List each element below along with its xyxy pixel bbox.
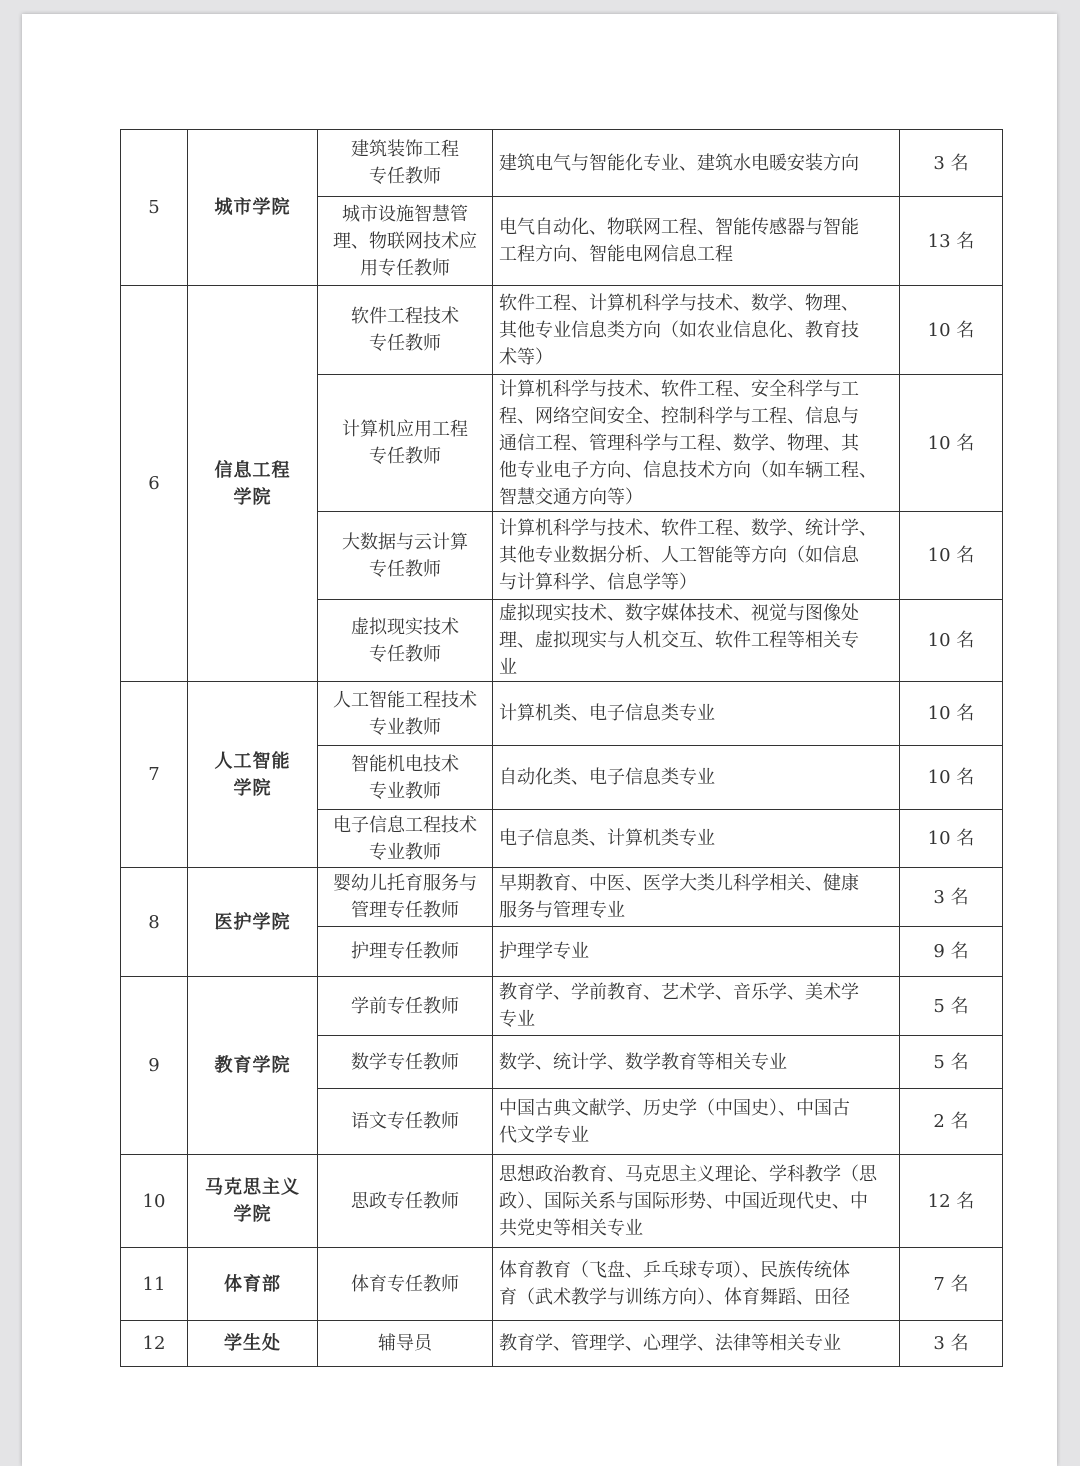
major-requirement: 工程方向、智能电网信息工程 [499,244,733,265]
position-title: 管理专任教师 [351,900,459,921]
headcount-cell: 10 名 [900,810,1003,868]
major-requirement: 软件工程、计算机科学与技术、数学、物理、 [499,292,859,314]
major-requirement: 计算机科学与技术、软件工程、数学、统计学、 [499,518,877,539]
major-requirement: 数学、统计学、数学教育等相关专业 [499,1051,787,1073]
major-requirement-cell [493,286,900,375]
major-requirement: 教育学、管理学、心理学、法律等相关专业 [499,1333,841,1354]
position-cell [318,512,493,600]
major-requirement: 自动化类、电子信息类专业 [499,767,715,788]
position-title: 城市设施智慧管 [342,203,468,225]
table-row [121,682,1003,746]
department-name: 马克思主义 [205,1177,300,1198]
major-requirement-cell [493,130,900,197]
document-page [22,14,1057,1466]
position-title: 用专任教师 [360,257,450,279]
major-requirement: 其他专业信息类方向（如农业信息化、教育技 [499,319,859,341]
major-requirement: 智慧交通方向等） [499,486,643,508]
department-cell [188,1155,318,1248]
major-requirement: 教育学、学前教育、艺术学、音乐学、美术学 [499,982,859,1003]
major-requirement-cell [493,197,900,286]
position-title: 专业教师 [369,780,441,802]
table-row [121,286,1003,375]
position-title: 婴幼儿托育服务与 [333,873,477,894]
position-cell [318,600,493,682]
position-title: 软件工程技术 [351,306,459,327]
position-cell [318,682,493,746]
major-requirement: 术等） [499,346,553,368]
major-requirement: 计算机科学与技术、软件工程、安全科学与工 [499,378,859,400]
major-requirement-cell [493,512,900,600]
position-cell [318,130,493,197]
major-requirement: 计算机类、电子信息类专业 [499,703,715,724]
position-title: 专任教师 [369,166,441,187]
table-row [121,977,1003,1036]
department-cell [188,977,318,1155]
position-title: 理、物联网技术应 [333,230,477,252]
headcount-cell: 9 名 [900,927,1003,977]
department-name: 体育部 [224,1273,281,1295]
department-name: 教育学院 [214,1055,291,1076]
position-cell [318,1089,493,1155]
department-cell [188,1321,318,1367]
row-number: 12 [121,1321,188,1367]
major-requirement: 通信工程、管理科学与工程、数学、物理、其 [499,432,859,454]
department-cell [188,868,318,977]
major-requirement: 代文学专业 [499,1124,589,1146]
major-requirement: 护理学专业 [499,941,589,962]
position-title: 体育专任教师 [351,1273,459,1295]
department-cell [188,1248,318,1321]
headcount-cell: 10 名 [900,512,1003,600]
department-cell [188,130,318,286]
position-title: 思政专任教师 [351,1190,459,1212]
headcount-cell: 10 名 [900,375,1003,512]
position-title: 大数据与云计算 [342,531,468,553]
position-cell [318,746,493,810]
position-title: 人工智能工程技术 [333,689,477,711]
position-title: 学前专任教师 [351,995,459,1017]
headcount-cell: 13 名 [900,197,1003,286]
major-requirement: 共党史等相关专业 [499,1217,643,1239]
department-name: 学院 [233,1204,272,1225]
position-cell [318,1248,493,1321]
major-requirement-cell [493,810,900,868]
position-title: 电子信息工程技术 [333,814,477,836]
position-cell [318,1036,493,1089]
headcount-cell: 3 名 [900,1321,1003,1367]
row-number: 8 [121,868,188,977]
department-name: 医护学院 [214,911,291,933]
major-requirement-cell [493,1036,900,1089]
table-row [121,1248,1003,1321]
department-name: 学院 [233,486,272,508]
position-cell [318,927,493,977]
headcount-cell: 2 名 [900,1089,1003,1155]
major-requirement: 业 [499,657,517,678]
table-row [121,868,1003,927]
recruitment-table [120,129,1003,1367]
headcount-cell: 3 名 [900,130,1003,197]
position-cell [318,1155,493,1248]
major-requirement-cell [493,1155,900,1248]
position-cell [318,375,493,512]
table-row [121,1321,1003,1367]
row-number: 7 [121,682,188,868]
major-requirement-cell [493,1089,900,1155]
position-title: 专任教师 [369,446,441,467]
major-requirement-cell [493,682,900,746]
position-cell [318,810,493,868]
headcount-cell: 5 名 [900,1036,1003,1089]
headcount-cell: 10 名 [900,286,1003,375]
major-requirement-cell [493,868,900,927]
department-cell [188,286,318,682]
major-requirement: 理、虚拟现实与人机交互、软件工程等相关专 [499,630,859,651]
department-name: 学院 [233,777,272,799]
major-requirement: 中国古典文献学、历史学（中国史）、中国古 [499,1097,850,1119]
position-cell [318,977,493,1036]
row-number: 11 [121,1248,188,1321]
headcount-cell: 3 名 [900,868,1003,927]
major-requirement: 与计算科学、信息学等） [499,572,697,593]
position-title: 虚拟现实技术 [351,616,459,638]
headcount-cell: 10 名 [900,600,1003,682]
row-number: 5 [121,130,188,286]
position-title: 数学专任教师 [351,1051,459,1073]
department-name: 信息工程 [214,459,291,481]
row-number: 9 [121,977,188,1155]
headcount-cell: 10 名 [900,746,1003,810]
table-row [121,130,1003,197]
major-requirement-cell [493,1248,900,1321]
major-requirement-cell [493,600,900,682]
major-requirement: 其他专业数据分析、人工智能等方向（如信息 [499,545,859,566]
major-requirement: 早期教育、中医、医学大类儿科学相关、健康 [499,873,859,894]
department-name: 人工智能 [214,750,291,772]
position-title: 智能机电技术 [351,753,459,775]
row-number: 10 [121,1155,188,1248]
position-title: 专任教师 [369,643,441,665]
position-title: 辅导员 [378,1333,432,1354]
major-requirement: 服务与管理专业 [499,900,625,921]
headcount-cell: 5 名 [900,977,1003,1036]
position-title: 专任教师 [369,333,441,354]
major-requirement-cell [493,1321,900,1367]
position-title: 计算机应用工程 [342,419,468,440]
major-requirement: 他专业电子方向、信息技术方向（如车辆工程、 [499,459,877,481]
major-requirement: 电子信息类、计算机类专业 [499,828,715,849]
major-requirement-cell [493,746,900,810]
position-title: 护理专任教师 [351,941,459,962]
headcount-cell: 12 名 [900,1155,1003,1248]
headcount-cell: 10 名 [900,682,1003,746]
major-requirement-cell [493,977,900,1036]
department-name: 学生处 [224,1333,281,1354]
major-requirement: 专业 [499,1009,535,1030]
table-row [121,1155,1003,1248]
position-title: 专业教师 [369,716,441,738]
major-requirement: 程、网络空间安全、控制科学与工程、信息与 [499,405,859,427]
major-requirement: 思想政治教育、马克思主义理论、学科教学（思 [499,1163,877,1185]
position-title: 建筑装饰工程 [351,139,459,160]
position-title: 专业教师 [369,841,441,863]
position-cell [318,868,493,927]
position-cell [318,1321,493,1367]
position-cell [318,286,493,375]
major-requirement-cell [493,927,900,977]
position-title: 专任教师 [369,558,441,580]
position-title: 语文专任教师 [351,1111,459,1132]
major-requirement: 建筑电气与智能化专业、建筑水电暖安装方向 [499,152,859,174]
position-cell [318,197,493,286]
headcount-cell: 7 名 [900,1248,1003,1321]
department-name: 城市学院 [214,197,291,218]
major-requirement: 政）、国际关系与国际形势、中国近现代史、中 [499,1190,868,1212]
row-number: 6 [121,286,188,682]
major-requirement: 育（武术教学与训练方向）、体育舞蹈、田径 [499,1287,850,1308]
major-requirement-cell [493,375,900,512]
major-requirement: 体育教育（飞盘、乒乓球专项）、民族传统体 [499,1260,850,1281]
major-requirement: 虚拟现实技术、数字媒体技术、视觉与图像处 [499,603,859,624]
major-requirement: 电气自动化、物联网工程、智能传感器与智能 [499,217,859,238]
table-body [121,130,1003,1367]
department-cell [188,682,318,868]
